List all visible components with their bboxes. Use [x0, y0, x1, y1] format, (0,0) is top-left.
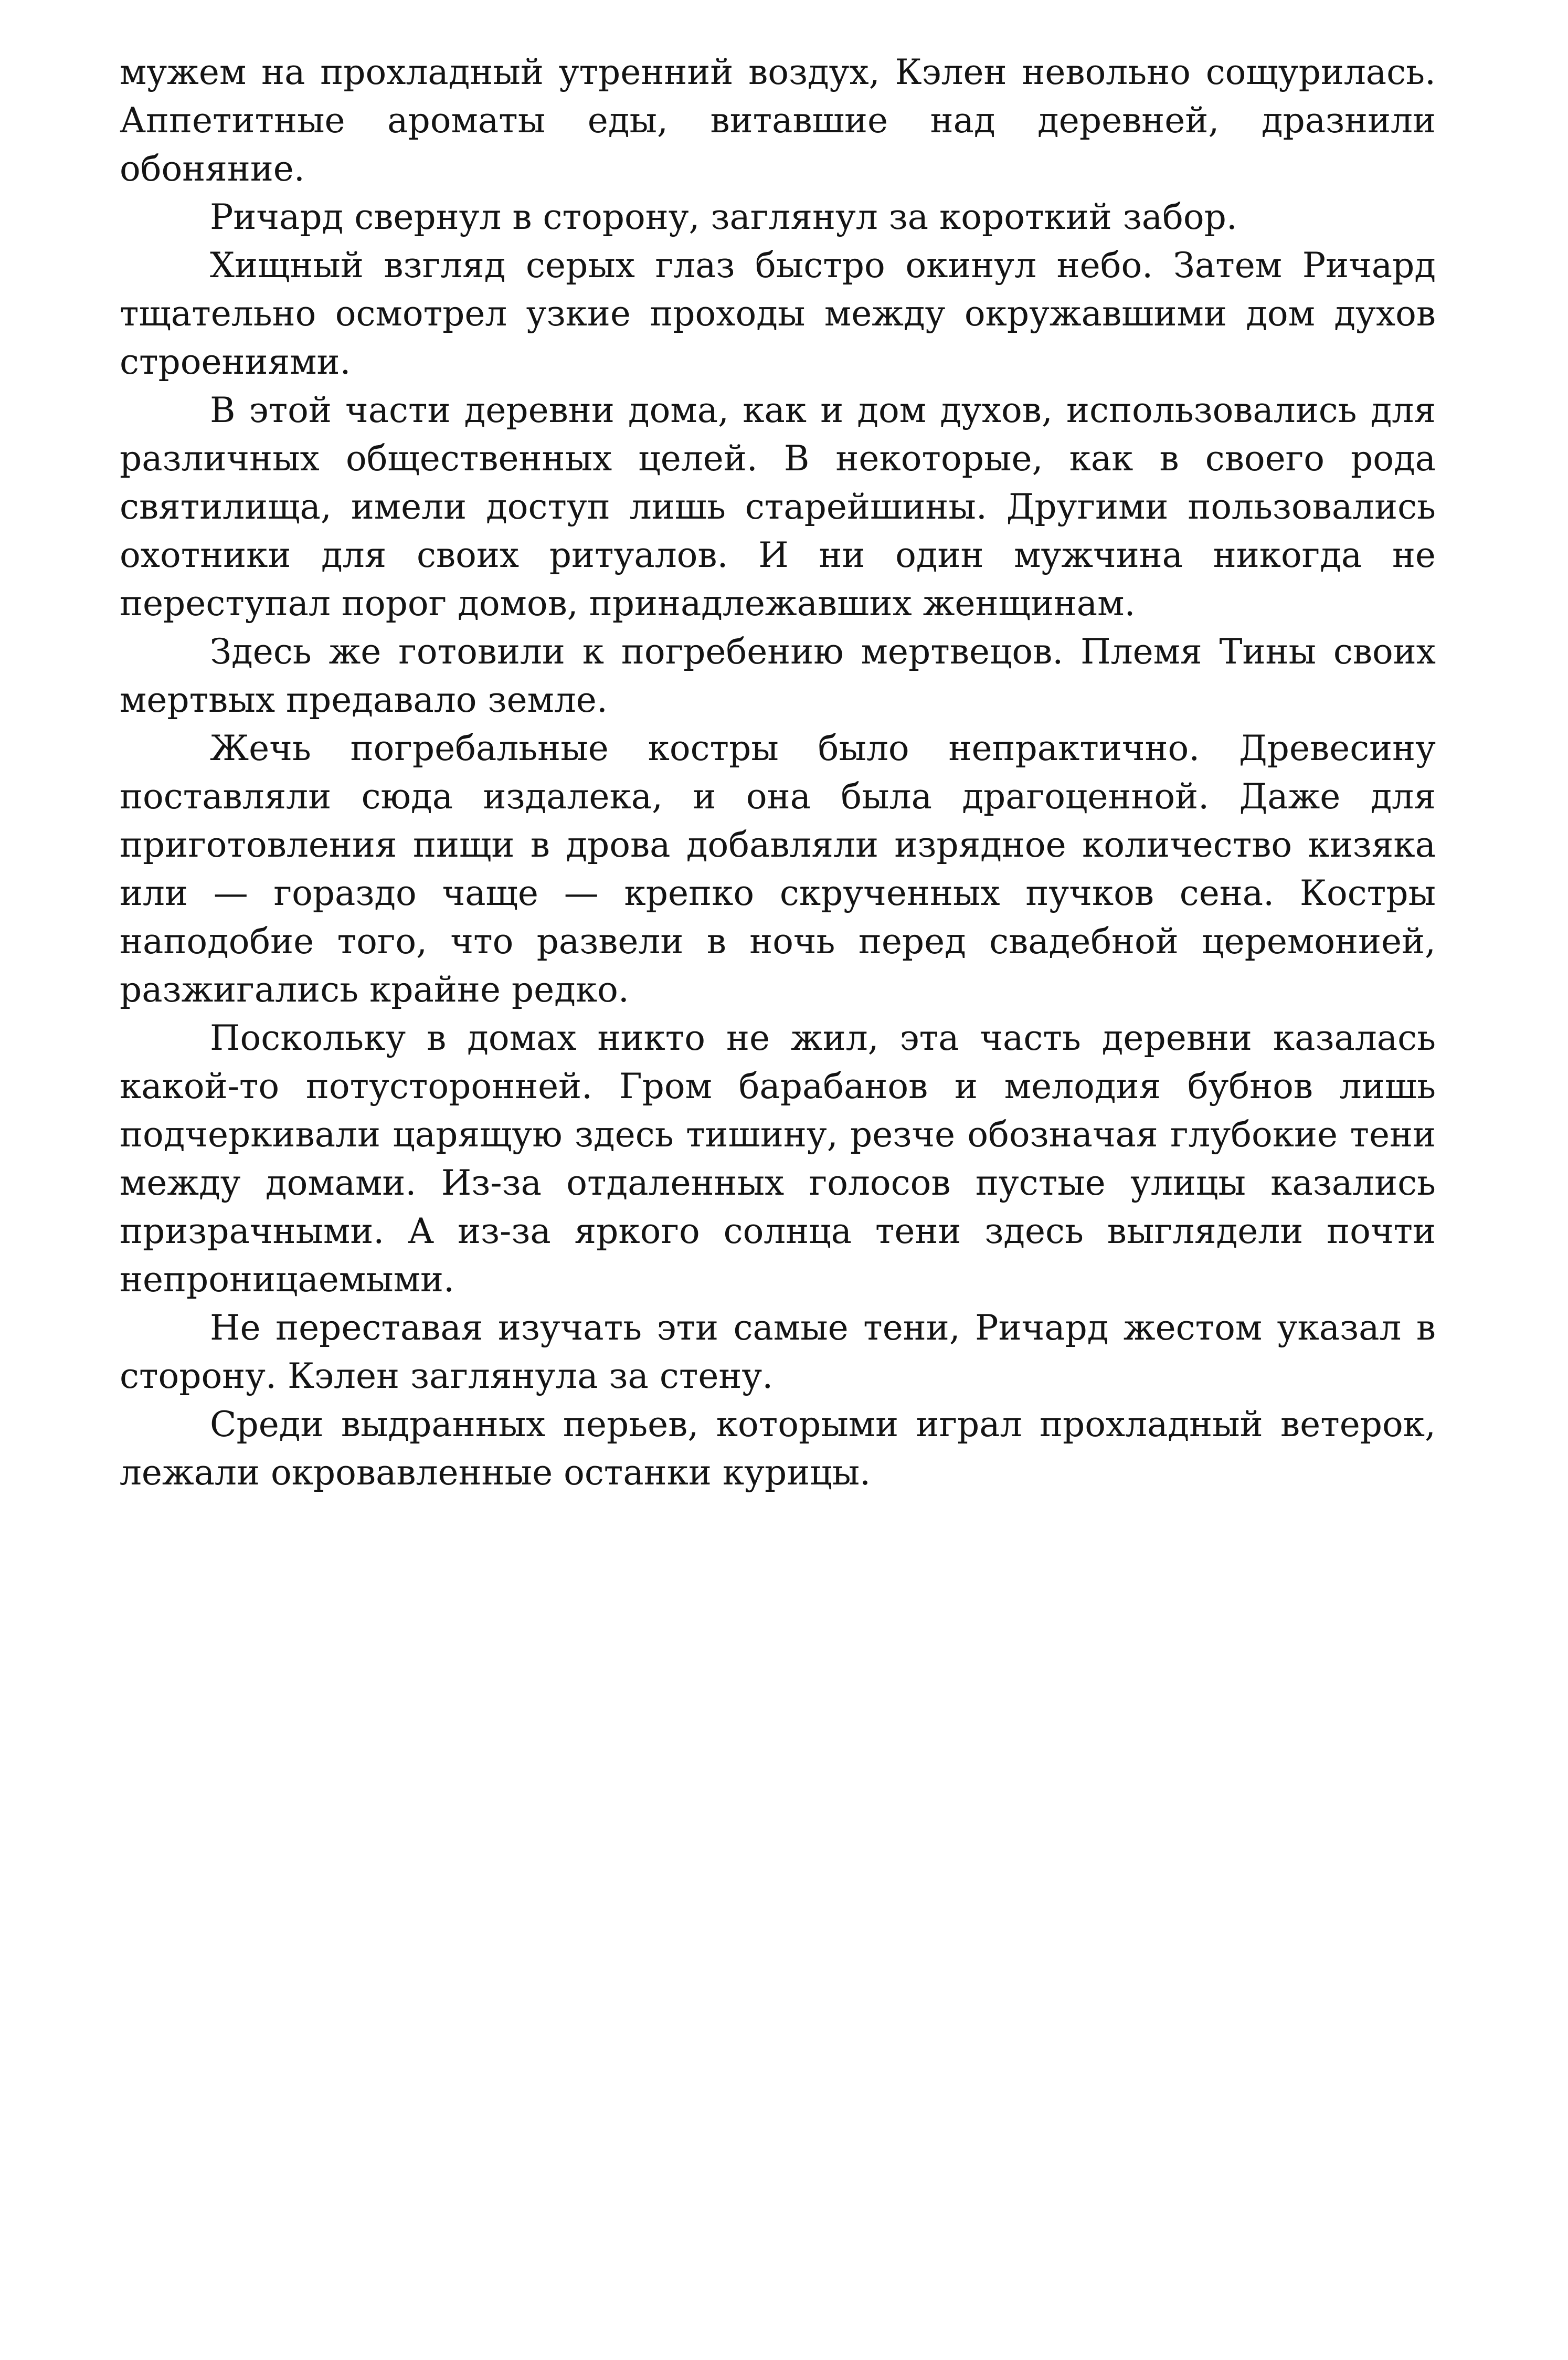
paragraph-6: Жечь погребальные костры было непрактично. Древесину поставляли сюда издалека, и она была драгоценной. Даже для приготовления пищи в дрова добавляли изрядное количество кизяка или — гораздо чаще — крепко скрученных пучков сена. Костры наподобие того, что развели в ночь перед свадебной церемонией, разжигались крайне редко.: [120, 728, 1436, 1010]
paragraph-3: Хищный взгляд серых глаз быстро окинул небо. Затем Ричард тщательно осмотрел узкие проходы между окружавшими дом духов строениями.: [120, 245, 1436, 382]
book-page-text: [120, 48, 1436, 1497]
paragraph-7: Поскольку в домах никто не жил, эта часть деревни казалась какой-то потусторонней. Гром барабанов и мелодия бубнов лишь подчеркивали царящую здесь тишину, резче обозначая глубокие тени между домами. Из-за отдаленных голосов пустые улицы казались призрачными. А из-за яркого солнца тени здесь выглядели почти непроницаемыми.: [120, 1018, 1436, 1300]
paragraph-9: Среди выдранных перьев, которыми играл прохладный ветерок, лежали окровавленные останки курицы.: [120, 1404, 1436, 1493]
paragraph-8: Не переставая изучать эти самые тени, Ричард жестом указал в сторону. Кэлен заглянула за стену.: [120, 1308, 1436, 1396]
paragraph-1: мужем на прохладный утренний воздух, Кэлен невольно сощурилась. Аппетитные ароматы еды, витавшие над деревней, дразнили обоняние.: [120, 52, 1436, 189]
paragraph-5: Здесь же готовили к погребению мертвецов. Племя Тины своих мертвых предавало земле.: [120, 631, 1436, 720]
paragraph-4: В этой части деревни дома, как и дом духов, использовались для различных общественных целей. В некоторые, как в своего рода святилища, имели доступ лишь старейшины. Другими пользовались охотники для своих ритуалов. И ни один мужчина никогда не переступал порог домов, принадлежавших женщинам.: [120, 390, 1436, 624]
paragraph-2: Ричард свернул в сторону, заглянул за короткий забор.: [210, 197, 1237, 237]
